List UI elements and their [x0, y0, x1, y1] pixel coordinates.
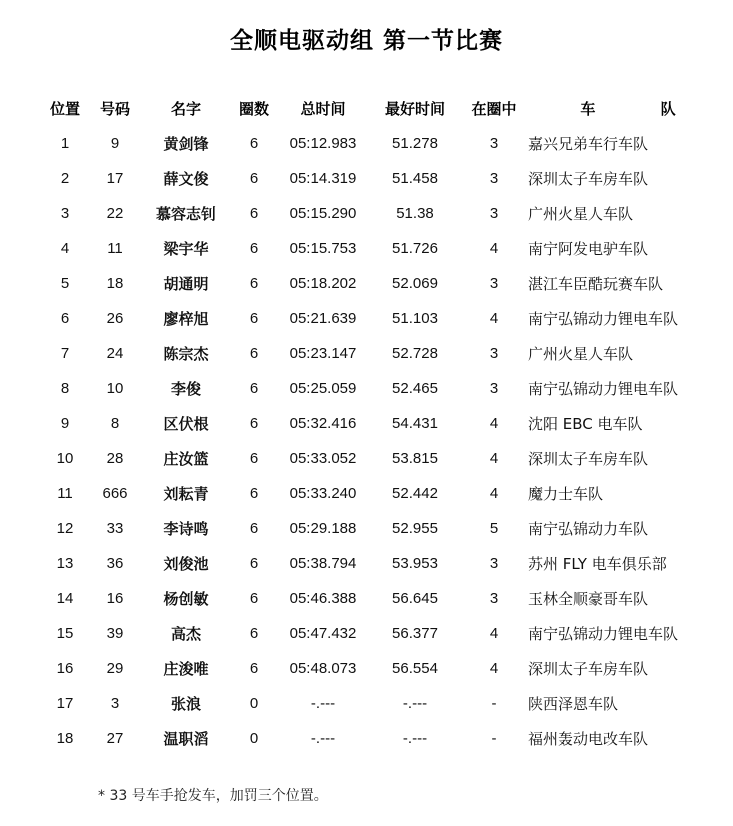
cell-name: 廖梓旭 — [163, 310, 209, 328]
cell-position: 18 — [56, 730, 74, 747]
cell-best-time: 51.278 — [392, 135, 438, 152]
cell-position: 13 — [56, 555, 74, 572]
cell-laps: 6 — [249, 450, 259, 467]
cell-name: 刘俊池 — [163, 555, 209, 573]
cell-best-time: 54.431 — [392, 415, 438, 432]
cell-total-time: 05:32.416 — [289, 415, 357, 432]
cell-best-time: 53.953 — [392, 555, 438, 572]
cell-team: 南宁阿发电驴车队 — [528, 240, 649, 258]
cell-in-lap: 3 — [489, 555, 499, 572]
cell-name: 黄剑锋 — [163, 135, 209, 153]
cell-laps: 6 — [249, 555, 259, 572]
column-header-laps: 圈数 — [238, 99, 269, 118]
cell-number: 17 — [106, 170, 124, 187]
cell-number: 24 — [106, 345, 124, 362]
cell-total-time: -.--- — [310, 695, 336, 712]
cell-in-lap: 3 — [489, 380, 499, 397]
cell-number: 3 — [110, 695, 120, 712]
cell-position: 17 — [56, 695, 74, 712]
cell-best-time: 56.554 — [392, 660, 438, 677]
results-body — [40, 126, 728, 756]
cell-laps: 0 — [249, 695, 259, 712]
cell-number: 33 — [106, 520, 124, 537]
cell-total-time: 05:33.052 — [289, 450, 357, 467]
cell-team: 南宁弘锦动力锂电车队 — [528, 310, 679, 328]
cell-name: 李诗鸣 — [163, 520, 209, 538]
table-row — [40, 266, 728, 301]
cell-team: 湛江车臣酷玩赛车队 — [528, 275, 664, 293]
cell-number: 16 — [106, 590, 124, 607]
cell-team: 南宁弘锦动力锂电车队 — [528, 625, 679, 643]
cell-in-lap: 3 — [489, 135, 499, 152]
cell-name: 杨创敏 — [163, 590, 209, 608]
cell-number: 11 — [107, 240, 123, 257]
cell-name: 庄汝篮 — [163, 450, 209, 468]
cell-in-lap: 4 — [489, 625, 499, 642]
column-header-total-time: 总时间 — [300, 99, 346, 118]
cell-total-time: 05:47.432 — [289, 625, 357, 642]
table-row — [40, 126, 728, 161]
cell-position: 1 — [60, 135, 70, 152]
cell-in-lap: 3 — [489, 275, 499, 292]
cell-number: 26 — [106, 310, 124, 327]
cell-name: 慕容志钊 — [155, 205, 216, 223]
cell-best-time: 52.955 — [392, 520, 438, 537]
table-row — [40, 546, 728, 581]
cell-laps: 0 — [249, 730, 259, 747]
cell-in-lap: - — [491, 695, 497, 712]
cell-position: 14 — [56, 590, 74, 607]
cell-laps: 6 — [249, 310, 259, 327]
cell-number: 36 — [106, 555, 124, 572]
cell-in-lap: 4 — [489, 310, 499, 327]
table-row — [40, 161, 728, 196]
cell-laps: 6 — [249, 380, 259, 397]
cell-number: 27 — [106, 730, 124, 747]
cell-laps: 6 — [249, 240, 259, 257]
cell-position: 15 — [56, 625, 74, 642]
cell-laps: 6 — [249, 275, 259, 292]
cell-number: 29 — [106, 660, 124, 677]
cell-total-time: 05:18.202 — [289, 275, 357, 292]
table-row — [40, 511, 728, 546]
cell-total-time: 05:33.240 — [289, 485, 357, 502]
cell-number: 18 — [106, 275, 124, 292]
cell-in-lap: 3 — [489, 205, 499, 222]
cell-laps: 6 — [249, 520, 259, 537]
cell-team: 苏州 FLY 电车俱乐部 — [528, 555, 667, 573]
cell-number: 28 — [106, 450, 124, 467]
cell-number: 9 — [110, 135, 120, 152]
cell-total-time: 05:25.059 — [289, 380, 357, 397]
table-row — [40, 336, 728, 371]
footnote: * 33 号车手抢发车，加罚三个位置。 — [98, 788, 328, 804]
cell-laps: 6 — [249, 345, 259, 362]
cell-laps: 6 — [249, 415, 259, 432]
column-header-name: 名字 — [170, 99, 201, 118]
cell-laps: 6 — [249, 660, 259, 677]
table-row — [40, 301, 728, 336]
cell-laps: 6 — [249, 205, 259, 222]
cell-laps: 6 — [249, 485, 259, 502]
table-row — [40, 476, 728, 511]
cell-name: 刘耘青 — [163, 485, 209, 503]
cell-in-lap: 4 — [489, 450, 499, 467]
cell-total-time: 05:46.388 — [289, 590, 357, 607]
cell-name: 温职滔 — [163, 730, 209, 748]
cell-in-lap: 3 — [489, 345, 499, 362]
cell-position: 8 — [60, 380, 70, 397]
cell-laps: 6 — [249, 625, 259, 642]
cell-best-time: 53.815 — [392, 450, 438, 467]
cell-total-time: 05:21.639 — [289, 310, 357, 327]
cell-total-time: -.--- — [310, 730, 336, 747]
results-table — [40, 90, 728, 756]
cell-position: 7 — [60, 345, 70, 362]
cell-position: 16 — [56, 660, 74, 677]
page-title: 全顺电驱动组 第一节比赛 — [229, 28, 503, 54]
cell-number: 8 — [110, 415, 120, 432]
cell-team: 沈阳 EBC 电车队 — [528, 415, 643, 433]
table-row — [40, 721, 728, 756]
cell-laps: 6 — [249, 170, 259, 187]
cell-best-time: -.--- — [402, 730, 428, 747]
cell-team: 南宁弘锦动力车队 — [528, 520, 649, 538]
cell-name: 李俊 — [170, 380, 201, 398]
cell-position: 6 — [60, 310, 70, 327]
cell-in-lap: 3 — [489, 590, 499, 607]
cell-team: 深圳太子车房车队 — [528, 170, 649, 188]
cell-position: 10 — [56, 450, 74, 467]
cell-team: 福州轰动电改车队 — [528, 730, 649, 748]
cell-number: 39 — [106, 625, 124, 642]
column-header-team — [528, 90, 728, 126]
cell-best-time: 52.442 — [392, 485, 438, 502]
cell-best-time: 56.645 — [392, 590, 438, 607]
cell-name: 庄浚唯 — [163, 660, 209, 678]
cell-total-time: 05:29.188 — [289, 520, 357, 537]
cell-name: 高杰 — [170, 625, 201, 643]
column-header-in-lap: 在圈中 — [471, 99, 517, 118]
cell-team: 南宁弘锦动力锂电车队 — [528, 380, 679, 398]
cell-best-time: 51.103 — [392, 310, 438, 327]
cell-team: 广州火星人车队 — [528, 345, 634, 363]
cell-in-lap: 4 — [489, 240, 499, 257]
cell-total-time: 05:48.073 — [289, 660, 357, 677]
table-row — [40, 406, 728, 441]
table-row — [40, 686, 728, 721]
cell-in-lap: 4 — [489, 415, 499, 432]
cell-best-time: 52.465 — [392, 380, 438, 397]
cell-name: 薛文俊 — [163, 170, 209, 188]
cell-total-time: 05:14.319 — [289, 170, 357, 187]
table-row — [40, 616, 728, 651]
cell-team: 魔力士车队 — [528, 485, 604, 503]
cell-total-time: 05:15.753 — [289, 240, 357, 257]
cell-total-time: 05:15.290 — [289, 205, 357, 222]
cell-position: 4 — [60, 240, 70, 257]
table-row — [40, 196, 728, 231]
cell-number: 22 — [106, 205, 124, 222]
table-row — [40, 441, 728, 476]
cell-best-time: 51.726 — [392, 240, 438, 257]
column-header-team-label: 车 队 — [580, 99, 706, 118]
cell-in-lap: 4 — [489, 485, 499, 502]
cell-best-time: -.--- — [402, 695, 428, 712]
cell-team: 玉林全顺豪哥车队 — [528, 590, 649, 608]
table-row — [40, 651, 728, 686]
cell-position: 3 — [60, 205, 70, 222]
cell-team: 广州火星人车队 — [528, 205, 634, 223]
cell-laps: 6 — [249, 590, 259, 607]
cell-position: 11 — [57, 485, 73, 502]
cell-in-lap: 5 — [489, 520, 499, 537]
cell-name: 张浪 — [170, 695, 201, 713]
cell-best-time: 52.728 — [392, 345, 438, 362]
table-row — [40, 371, 728, 406]
cell-best-time: 52.069 — [392, 275, 438, 292]
table-row — [40, 581, 728, 616]
cell-number: 10 — [106, 380, 124, 397]
table-header-row — [40, 90, 728, 126]
column-header-position: 位置 — [49, 99, 80, 118]
cell-name: 梁宇华 — [163, 240, 209, 258]
cell-best-time: 56.377 — [392, 625, 438, 642]
cell-position: 5 — [60, 275, 70, 292]
cell-total-time: 05:38.794 — [289, 555, 357, 572]
cell-name: 胡通明 — [163, 275, 209, 293]
cell-team: 深圳太子车房车队 — [528, 660, 649, 678]
cell-name: 陈宗杰 — [163, 345, 209, 363]
cell-team: 嘉兴兄弟车行车队 — [528, 135, 649, 153]
cell-total-time: 05:12.983 — [289, 135, 357, 152]
cell-team: 陕西泽恩车队 — [528, 695, 619, 713]
cell-in-lap: 4 — [489, 660, 499, 677]
cell-position: 9 — [60, 415, 70, 432]
column-header-best-time: 最好时间 — [384, 99, 445, 118]
cell-position: 12 — [56, 520, 74, 537]
cell-number: 666 — [102, 485, 128, 502]
column-header-number: 号码 — [99, 99, 130, 118]
cell-position: 2 — [60, 170, 70, 187]
cell-team: 深圳太子车房车队 — [528, 450, 649, 468]
cell-best-time: 51.458 — [392, 170, 438, 187]
cell-best-time: 51.38 — [396, 205, 434, 222]
cell-laps: 6 — [249, 135, 259, 152]
cell-name: 区伏根 — [163, 415, 209, 433]
cell-in-lap: 3 — [489, 170, 499, 187]
cell-in-lap: - — [491, 730, 497, 747]
table-row — [40, 231, 728, 266]
cell-total-time: 05:23.147 — [289, 345, 357, 362]
